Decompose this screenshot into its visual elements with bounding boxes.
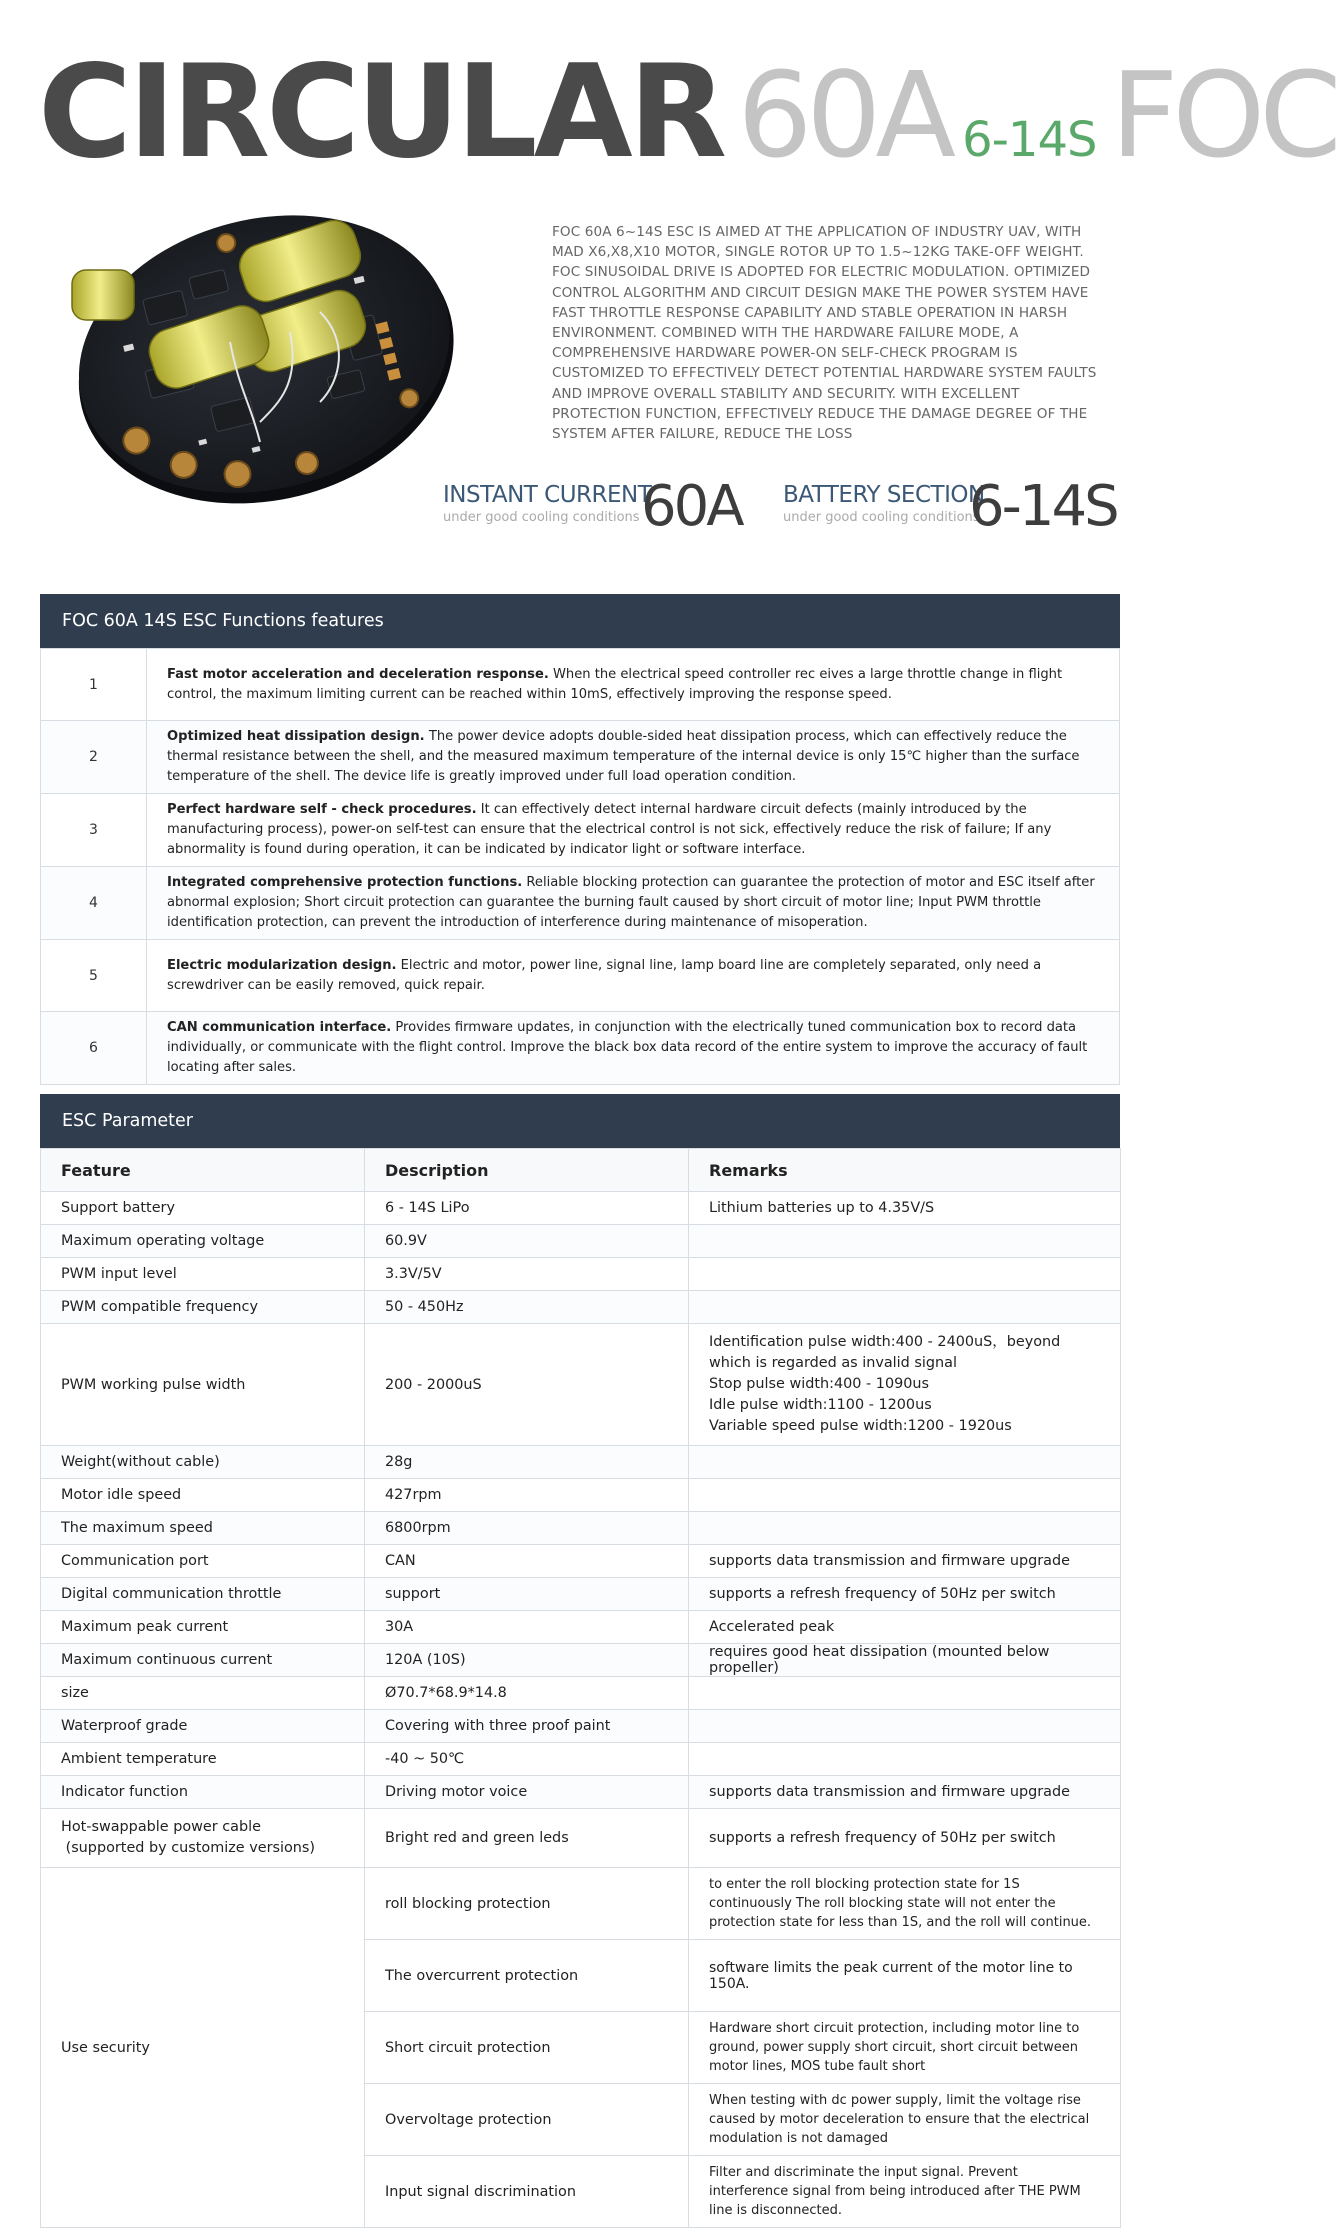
- param-remark: [689, 1743, 1121, 1776]
- feature-text: [147, 794, 1120, 867]
- feature-body: Electric and motor, power line, signal line, lamp board line are completely separated, only need a screwdriver can be easily removed, quick repair.: [167, 957, 1042, 993]
- instant-current-callout: [443, 474, 742, 539]
- feature-row: [41, 794, 1120, 867]
- feature-row: [41, 867, 1120, 940]
- param-desc: Ø70.7*68.9*14.8: [365, 1677, 689, 1710]
- col-header-description: Description: [365, 1149, 689, 1192]
- hero-title: [38, 38, 1336, 188]
- feature-text: [147, 1012, 1120, 1085]
- parameter-row: [41, 1512, 1121, 1545]
- parameter-row: [41, 1446, 1121, 1479]
- feature-body: Reliable blocking protection can guarantee the protection of motor and ESC itself after abnormal explosion; Short circuit protection can guarantee the burning fault caused by short circuit of motor line; Input PWM throttle identification protection, can prevent the introduction of interference during maintenance of misoperation.: [167, 875, 1095, 930]
- parameter-title: ESC Parameter: [40, 1094, 1120, 1148]
- features-table: [40, 648, 1120, 1085]
- battery-section-value: 6-14S: [969, 474, 1117, 539]
- hero-word-cells: 6-14S: [962, 112, 1097, 168]
- parameter-table: [40, 1148, 1121, 2228]
- param-feature: Support battery: [41, 1192, 365, 1225]
- instant-current-sub: under good cooling conditions: [443, 510, 640, 525]
- security-feature: Use security: [41, 1868, 365, 2228]
- parameter-row: [41, 1611, 1121, 1644]
- pwm-remark-line: Variable speed pulse width:1200 - 1920us: [709, 1418, 1012, 1434]
- security-desc: The overcurrent protection: [365, 1940, 689, 2012]
- hero-word-60a: 60A: [737, 46, 951, 184]
- feature-text: [147, 721, 1120, 794]
- battery-section-sub: under good cooling conditions: [783, 510, 980, 525]
- instant-current-value: 60A: [641, 474, 742, 539]
- features-title: FOC 60A 14S ESC Functions features: [40, 594, 1120, 648]
- feature-row: [41, 721, 1120, 794]
- parameter-section: [40, 1094, 1120, 2228]
- param-desc: 28g: [365, 1446, 689, 1479]
- param-feature: [41, 1809, 365, 1868]
- parameter-row: [41, 1324, 1121, 1446]
- param-desc: 3.3V/5V: [365, 1258, 689, 1291]
- parameter-row: [41, 1192, 1121, 1225]
- pwm-remark-line: Stop pulse width:400 - 1090us: [709, 1376, 930, 1392]
- security-desc: Short circuit protection: [365, 2012, 689, 2084]
- hotswap-feature-line: Hot-swappable power cable: [61, 1819, 261, 1835]
- param-desc: -40 ~ 50℃: [365, 1743, 689, 1776]
- param-desc: Covering with three proof paint: [365, 1710, 689, 1743]
- security-remark: to enter the roll blocking protection state for 1S continuously The roll blocking state will not enter the protection state for less than 1S, and the roll will continue.: [689, 1868, 1121, 1940]
- hero-word-foc: FOC: [1110, 46, 1336, 184]
- param-feature: PWM input level: [41, 1258, 365, 1291]
- param-remark: [689, 1324, 1121, 1446]
- parameter-row: [41, 1644, 1121, 1677]
- param-desc: 60.9V: [365, 1225, 689, 1258]
- battery-section-callout: [783, 474, 1117, 539]
- param-feature: PWM compatible frequency: [41, 1291, 365, 1324]
- param-remark: supports data transmission and firmware upgrade: [689, 1545, 1121, 1578]
- param-feature: size: [41, 1677, 365, 1710]
- hero-word-circular: CIRCULAR: [38, 38, 724, 187]
- param-desc: Driving motor voice: [365, 1776, 689, 1809]
- parameter-header-row: [41, 1149, 1121, 1192]
- feature-row: [41, 649, 1120, 721]
- param-remark: requires good heat dissipation (mounted below propeller): [689, 1644, 1121, 1677]
- param-remark: supports a refresh frequency of 50Hz per switch: [689, 1578, 1121, 1611]
- col-header-feature: Feature: [41, 1149, 365, 1192]
- parameter-row: [41, 1578, 1121, 1611]
- feature-body: When the electrical speed controller rec eives a large throttle change in flight control, the maximum limiting current can be reached within 10mS, effectively improving the response speed.: [167, 666, 1063, 702]
- feature-num: 6: [41, 1012, 147, 1085]
- parameter-row: [41, 1479, 1121, 1512]
- feature-body: Provides firmware updates, in conjunction with the electrically tuned communication box to record data individually, or communicate with the flight control. Improve the black box data record of the entire system to improve the accuracy of fault locating after sales.: [167, 1020, 1088, 1075]
- param-feature: The maximum speed: [41, 1512, 365, 1545]
- security-remark: Hardware short circuit protection, including motor line to ground, power supply short circuit, short circuit between motor lines, MOS tube fault short: [689, 2012, 1121, 2084]
- param-remark: supports a refresh frequency of 50Hz per switch: [689, 1809, 1121, 1868]
- parameter-row: [41, 1710, 1121, 1743]
- param-desc: 6 - 14S LiPo: [365, 1192, 689, 1225]
- battery-section-label: BATTERY SECTION: [783, 482, 985, 508]
- feature-head: Optimized heat dissipation design.: [167, 729, 425, 744]
- parameter-row: [41, 1776, 1121, 1809]
- param-desc: 120A (10S): [365, 1644, 689, 1677]
- parameter-row: [41, 1743, 1121, 1776]
- security-remark: software limits the peak current of the motor line to 150A.: [689, 1940, 1121, 2012]
- feature-num: 4: [41, 867, 147, 940]
- feature-body: It can effectively detect internal hardware circuit defects (mainly introduced by the manufacturing process), power-on self-test can ensure that the electrical control is not sick, effectively reduce the risk of failure; If any abnormality is found during operation, it can be indicated by indicator light or software interface.: [167, 802, 1052, 857]
- param-feature: Maximum peak current: [41, 1611, 365, 1644]
- param-feature: Motor idle speed: [41, 1479, 365, 1512]
- param-remark: Accelerated peak: [689, 1611, 1121, 1644]
- param-feature: Maximum continuous current: [41, 1644, 365, 1677]
- feature-body: The power device adopts double-sided heat dissipation process, which can effectively reduce the thermal resistance between the shell, and the measured maximum temperature of the internal device is only 15℃ higher than the surface temperature of the shell. The device life is greatly improved under full load operation condition.: [167, 729, 1080, 784]
- param-desc: 200 - 2000uS: [365, 1324, 689, 1446]
- param-remark: [689, 1258, 1121, 1291]
- param-remark: [689, 1446, 1121, 1479]
- feature-row: [41, 1012, 1120, 1085]
- param-feature: Maximum operating voltage: [41, 1225, 365, 1258]
- param-remark: [689, 1291, 1121, 1324]
- security-remark: When testing with dc power supply, limit the voltage rise caused by motor deceleration to ensure that the electrical modulation is not damaged: [689, 2084, 1121, 2156]
- feature-head: Integrated comprehensive protection functions.: [167, 875, 523, 890]
- param-remark: Lithium batteries up to 4.35V/S: [689, 1192, 1121, 1225]
- feature-text: [147, 649, 1120, 721]
- param-desc: 427rpm: [365, 1479, 689, 1512]
- intro-paragraph: FOC 60A 6~14S ESC IS AIMED AT THE APPLICATION OF INDUSTRY UAV, WITH MAD X6,X8,X10 MOTOR, SINGLE ROTOR UP TO 1.5~12KG TAKE-OFF WEIGHT. FOC SINUSOIDAL DRIVE IS ADOPTED FOR ELECTRIC MODULATION. OPTIMIZED CONTROL ALGORITHM AND CIRCUIT DESIGN MAKE THE POWER SYSTEM HAVE FAST THROTTLE RESPONSE CAPABILITY AND STABLE OPERATION IN HARSH ENVIRONMENT. COMBINED WITH THE HARDWARE FAILURE MODE, A COMPREHENSIVE HARDWARE POWER-ON SELF-CHECK PROGRAM IS CUSTOMIZED TO EFFECTIVELY DETECT POTENTIAL HARDWARE SYSTEM FAULTS AND IMPROVE OVERALL STABILITY AND SECURITY. WITH EXCELLENT PROTECTION FUNCTION, EFFECTIVELY REDUCE THE DAMAGE DEGREE OF THE SYSTEM AFTER FAILURE, REDUCE THE LOSS: [552, 224, 1097, 443]
- feature-head: Perfect hardware self - check procedures.: [167, 802, 477, 817]
- esc-board-image: [50, 192, 480, 522]
- instant-current-label: INSTANT CURRENT: [443, 482, 652, 508]
- param-desc: CAN: [365, 1545, 689, 1578]
- feature-head: Fast motor acceleration and deceleration response.: [167, 666, 549, 682]
- feature-num: 3: [41, 794, 147, 867]
- security-desc: Overvoltage protection: [365, 2084, 689, 2156]
- parameter-row: [41, 1545, 1121, 1578]
- param-feature: Weight(without cable): [41, 1446, 365, 1479]
- parameter-row: [41, 1225, 1121, 1258]
- param-feature: Communication port: [41, 1545, 365, 1578]
- feature-text: [147, 940, 1120, 1012]
- param-remark: [689, 1677, 1121, 1710]
- param-remark: [689, 1479, 1121, 1512]
- feature-head: Electric modularization design.: [167, 957, 397, 973]
- parameter-row: [41, 1258, 1121, 1291]
- col-header-remarks: Remarks: [689, 1149, 1121, 1192]
- security-row: [41, 1868, 1121, 1940]
- parameter-row: [41, 1809, 1121, 1868]
- security-desc: Input signal discrimination: [365, 2156, 689, 2228]
- param-desc: 6800rpm: [365, 1512, 689, 1545]
- feature-num: 1: [41, 649, 147, 721]
- param-desc: support: [365, 1578, 689, 1611]
- feature-text: [147, 867, 1120, 940]
- param-feature: Indicator function: [41, 1776, 365, 1809]
- param-remark: supports data transmission and firmware upgrade: [689, 1776, 1121, 1809]
- param-desc: 30A: [365, 1611, 689, 1644]
- security-remark: Filter and discriminate the input signal. Prevent interference signal from being introduced after THE PWM line is disconnected.: [689, 2156, 1121, 2228]
- security-desc: roll blocking protection: [365, 1868, 689, 1940]
- param-desc: 50 - 450Hz: [365, 1291, 689, 1324]
- param-feature: Digital communication throttle: [41, 1578, 365, 1611]
- param-feature: Ambient temperature: [41, 1743, 365, 1776]
- hotswap-feature-line: (supported by customize versions): [61, 1840, 316, 1856]
- param-desc: Bright red and green leds: [365, 1809, 689, 1868]
- pwm-remark-line: Idle pulse width:1100 - 1200us: [709, 1397, 932, 1413]
- param-remark: [689, 1710, 1121, 1743]
- feature-row: [41, 940, 1120, 1012]
- parameter-row: [41, 1677, 1121, 1710]
- feature-num: 5: [41, 940, 147, 1012]
- pwm-remark-line: Identification pulse width:400 - 2400uS，beyond which is regarded as invalid signal: [709, 1334, 1061, 1371]
- param-remark: [689, 1225, 1121, 1258]
- param-remark: [689, 1512, 1121, 1545]
- param-feature: Waterproof grade: [41, 1710, 365, 1743]
- param-feature: PWM working pulse width: [41, 1324, 365, 1446]
- parameter-row: [41, 1291, 1121, 1324]
- features-section: [40, 594, 1120, 1085]
- feature-num: 2: [41, 721, 147, 794]
- feature-head: CAN communication interface.: [167, 1020, 392, 1035]
